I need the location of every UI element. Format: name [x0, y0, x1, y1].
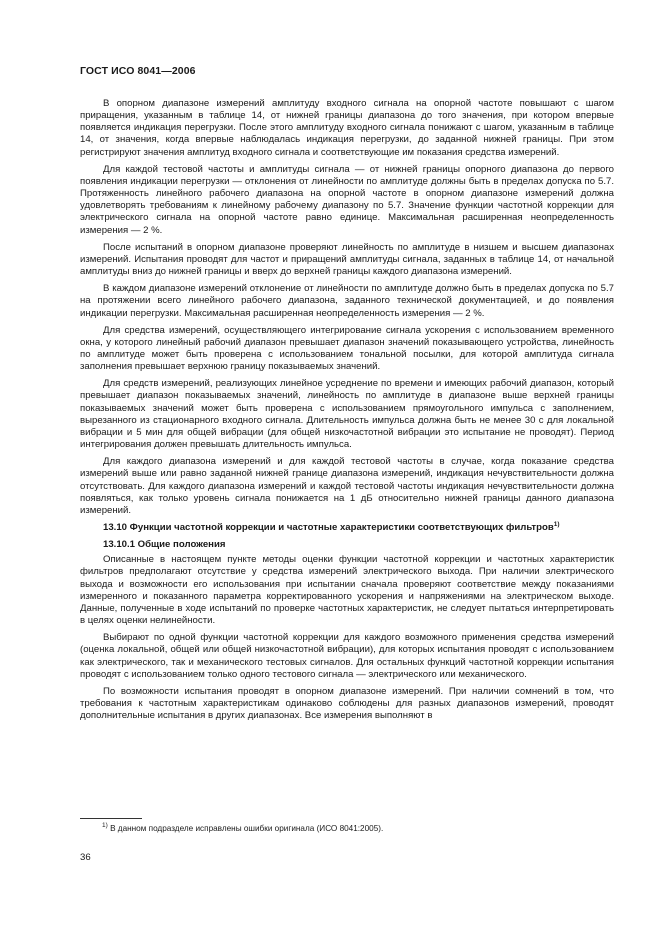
paragraph: Для средства измерений, осуществляющего интегрирование сигнала ускорения с использованием временного окна, у которого линейный рабочий диапазон превышает диапазон значений показывающего устройства, линейность по амплитуде может быть проверена с использованием тональной посылки, для которой амплитуда сигнала заполнения превышает верхнюю границу показываемых значений. [80, 324, 614, 373]
paragraph: После испытаний в опорном диапазоне проверяют линейность по амплитуде в низшем и высшем диапазонах измерений. Испытания проводят для частот и приращений амплитуды сигнала, заданных в таблице 14, от начальной амплитуды вниз до нижней границы и вверх до верхней границы каждого диапазона измерений. [80, 241, 614, 278]
paragraph: В опорном диапазоне измерений амплитуду входного сигнала на опорной частоте повышают с шагом приращения, указанным в таблице 14, от нижней границы диапазона до того значения, при котором впервые появляется индикация перегрузки. После этого амплитуду входного сигнала понижают с шагом, указанным в таблице 14, от значения, когда впервые наблюдалась индикация перегрузки, до заданной нижней границы. При этом регистрируют значения амплитуд входного сигнала и соответствующие им показания средства измерений. [80, 98, 614, 158]
subsection-heading: 13.10.1 Общие положения [103, 539, 226, 551]
document-header: ГОСТ ИСО 8041—2006 [80, 65, 196, 77]
paragraph: Для каждой тестовой частоты и амплитуды сигнала — от нижней границы опорного диапазона до первого появления индикации перегрузки — отклонения от линейности по амплитуде должны быть в пределах допуска по 5.7. Протяженность линейного рабочего диапазона на опорной частоте в опорном диапазоне измерений должна удовлетворять требованиям к линейному рабочему диапазону по 5.7. Значение функции частотной коррекции для электрического сигнала на опорной частоте равно единице. Максимальная расширенная неопределенность измерения — 2 %. [80, 163, 614, 236]
paragraph: Выбирают по одной функции частотной коррекции для каждого возможного применения средства измерений (оценка локальной, общей или общей низкочастотной вибрации), для которых испытания проводят с использованием как электрического, так и механического тестовых сигналов. Для остальных функций частотной коррекции испытания проводят с использованием только одного тестового сигнала — электрического или механического. [80, 632, 614, 680]
footnote-divider [80, 818, 142, 819]
footnote-reference[interactable]: 1) [553, 521, 560, 528]
section-title: 13.10 Функции частотной коррекции и частотные характеристики соответствующих фильтров [103, 522, 554, 533]
footnote-marker: 1) [102, 822, 108, 829]
paragraph: По возможности испытания проводят в опорном диапазоне измерений. При наличии сомнений в том, что требования к частотным характеристикам одинаково соблюдены для разных диапазонов измерений, проводят дополнительные испытания в других диапазонах. Все измерения выполняют в [80, 685, 614, 722]
footnote [102, 824, 383, 833]
paragraph: В каждом диапазоне измерений отклонение от линейности по амплитуде должно быть в пределах допуска по 5.7 на протяжении всего линейного рабочего диапазона, заданного технической документацией, и до появления индикации перегрузки. Максимальная расширенная неопределенность измерения — 2 %. [80, 283, 614, 319]
paragraph: Для каждого диапазона измерений и для каждой тестовой частоты в случае, когда показание средства измерений выше или равно заданной нижней границе диапазона измерений, индикация нечувствительности должна отсутствовать. Для каждого диапазона измерений и каждой тестовой частоты индикация нечувствительности должна появляться, как только уровень сигнала понижается на 1 дБ относительно нижней границы данного диапазона измерений. [80, 456, 614, 516]
page-number: 36 [80, 852, 91, 863]
footnote-text: В данном подразделе исправлены ошибки оригинала (ИСО 8041:2005). [110, 824, 384, 833]
paragraph: Описанные в настоящем пункте методы оценки функции частотной коррекции и частотных характеристик фильтров предполагают отсутствие у средства измерений электрического выхода. При наличии электрического выхода и возможности его использования при испытании сначала проверяют соответствие между показаниями измеренного и показанного параметра корректированного ускорения и напряжениями на электрическом выходе. Данные, полученные в ходе испытаний по проверке частотных характеристик, не следует пытаться интерпретировать в целях оценки нелинейности. [80, 554, 614, 627]
paragraph: Для средств измерений, реализующих линейное усреднение по времени и имеющих рабочий диапазон, который превышает диапазон показываемых значений, линейность по амплитуде в диапазоне выше верхней границы показываемых значений может быть проверена с использованием прямоугольного импульса с заполнением, вырезанного из стационарного входного сигнала. Длительность импульса должна быть не менее 30 с для локальной вибрации и 5 мин для общей вибрации (для общей низкочастотной вибрации это испытание не проводят). Период интегрирования должен превышать длительность импульса. [80, 378, 614, 451]
document-body [80, 98, 614, 727]
section-heading [80, 522, 614, 534]
